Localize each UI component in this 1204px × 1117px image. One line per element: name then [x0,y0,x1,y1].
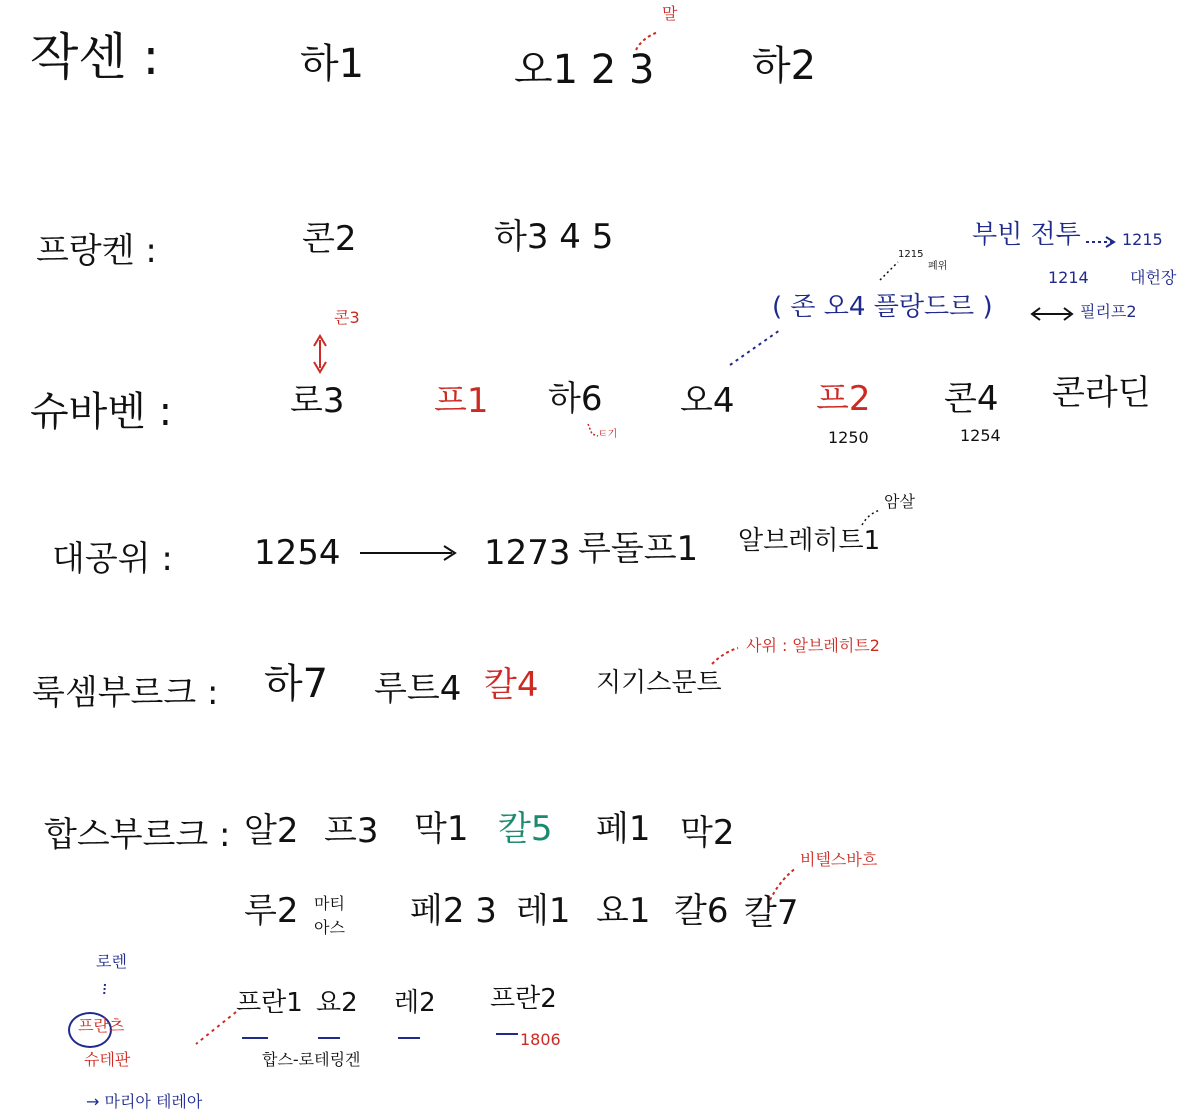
swabia-year-p2: 1250 [828,428,869,447]
swabia-year-kon4: 1254 [960,426,1001,445]
habsburg-item-re1: 레1 [516,891,571,931]
magna-carta: 대헌장 [1130,268,1177,287]
habsburg-item-yo2: 요2 [316,988,358,1018]
swabia-item-p2: 프2 [816,379,871,419]
franconia-label: 프랑켄 : [36,231,157,271]
habsburg-item-fran2: 프란2 [490,984,557,1014]
interregnum-to: 1273 [484,533,571,573]
habsburg-note-wittelsbach: 비텔스바흐 [800,850,878,869]
interregnum-note-assassinated: 암살 [884,492,915,511]
saxony-item-o123: 오1 2 3 [514,47,655,93]
habsburg-item-matthias-1: 마티 [314,894,345,913]
franconia-item-ha345: 하3 4 5 [494,217,614,257]
interregnum-label: 대공위 : [52,539,173,579]
swabia-item-o4: 오4 [680,381,735,421]
habsburg-item-mak1: 막1 [414,809,469,849]
saxony-item-ha1: 하1 [300,41,365,87]
swabia-item-ro3: 로3 [290,381,345,421]
luxembourg-item-kal4: 칼4 [484,665,539,705]
francis-note: 프란츠 [78,1016,125,1035]
luxembourg-item-ha7: 하7 [264,661,329,707]
interregnum-rudolf1: 루돌프1 [578,529,699,569]
habsburg-item-yo1: 요1 [596,891,651,931]
interregnum-albrecht1: 알브레히트1 [738,526,881,556]
habsburg-item-al2: 알2 [244,811,299,851]
lorraine-note: 로렌 [96,952,127,971]
habsburg-note-habs-lorraine: 합스-로테링겐 [262,1050,361,1069]
saxony-label: 작센 : [30,28,160,86]
habsburg-item-matthias-2: 아스 [314,918,345,937]
swabia-note-ha6: ㅌ기 [598,429,618,440]
luxembourg-item-rut4: 루트4 [374,669,462,709]
habsburg-item-kal5: 칼5 [498,809,553,849]
habsburg-item-ru2: 루2 [244,891,299,931]
habsburg-item-p3: 프3 [324,811,379,851]
philip-ii: 필리프2 [1080,302,1137,321]
swabia-item-kon4: 콘4 [944,379,999,419]
swabia-item-ha6: 하6 [548,379,603,419]
habsburg-item-mak2: 막2 [680,813,735,853]
saxony-note-mal: 말 [662,4,678,23]
charter-year: 1214 [1048,268,1089,287]
habsburg-label: 합스부르크 : [44,815,231,855]
maria-theresa-note: → 마리아 테레아 [86,1092,203,1111]
bouvines-year: 1215 [1122,230,1163,249]
swabia-item-p1: 프1 [434,381,489,421]
franconia-item-kon2: 콘2 [302,219,357,259]
deposed-year: 1215 [898,249,924,260]
habsburg-item-kal7: 칼7 [744,893,799,933]
habsburg-year-fran2: 1806 [520,1030,561,1049]
luxembourg-note-heir: 사위 : 알브레히트2 [746,636,880,655]
habsburg-item-re2: 레2 [394,988,436,1018]
bouvines-battle: 부빈 전투 [972,220,1081,250]
saxony-item-ha2: 하2 [752,43,817,89]
habsburg-item-kal6: 칼6 [674,891,729,931]
swabia-note-kon3: 콘3 [334,308,360,327]
habsburg-item-pe23: 페2 3 [410,891,497,931]
luxembourg-label: 룩셈부르크 : [32,673,219,713]
swabia-item-konradin: 콘라딘 [1052,373,1151,413]
deposed-label: 폐위 [928,261,948,272]
interregnum-from: 1254 [254,533,341,573]
habsburg-item-pe1: 페1 [596,809,651,849]
luxembourg-item-sigismund: 지기스문트 [596,668,722,698]
john-group: ( 존 오4 플랑드르 ) [772,292,993,322]
habsburg-item-fran1: 프란1 [236,988,303,1018]
stephan-note: 슈테판 [84,1050,131,1069]
swabia-label: 슈바벤 : [30,389,173,435]
